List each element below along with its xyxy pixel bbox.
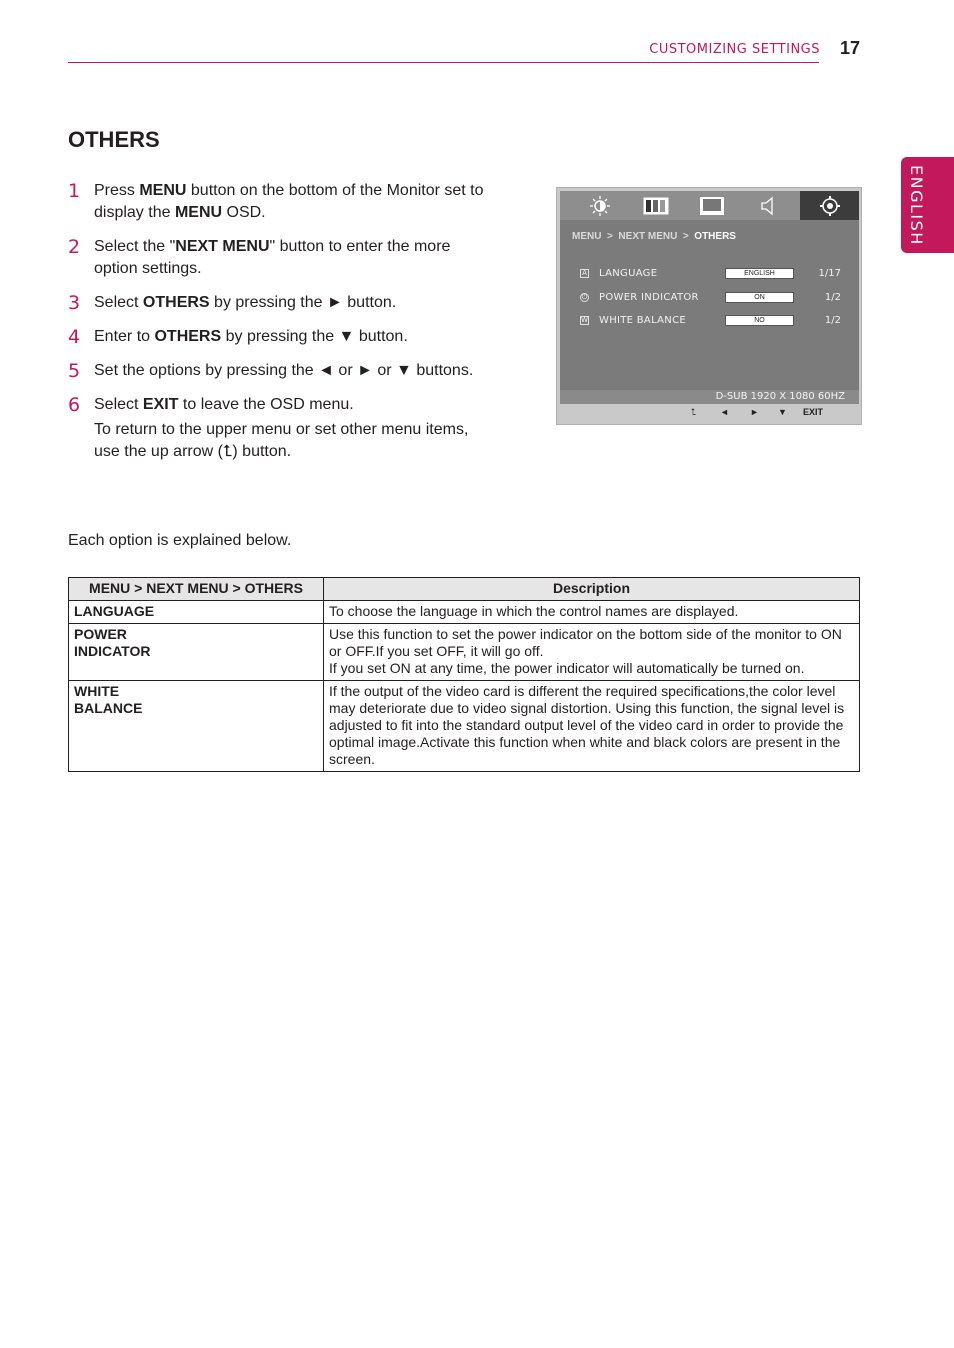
osd-value-box: NO (725, 315, 794, 326)
step-item (68, 326, 498, 348)
table-row (69, 601, 860, 624)
option-description: If the output of the video card is different the required specifications,the color level may deteriorate due to video signal distortion. Using this function, the signal level is adjusted to fit into the standard output level of the video card in order to provide the optimal image.Activate this function when white and black colors are present in the screen. (324, 681, 860, 772)
step-number: 1 (68, 180, 81, 202)
osd-screenshot (556, 187, 862, 425)
picture-icon (628, 191, 684, 220)
down-arrow-icon: ▼ (778, 407, 787, 417)
column-header: Description (324, 578, 860, 601)
language-tab (901, 157, 954, 253)
step-number: 5 (68, 360, 81, 382)
osd-value-box: ON (725, 292, 794, 303)
section-title: OTHERS (68, 127, 160, 152)
right-arrow-icon: ► (750, 407, 759, 417)
osd-value-box: ENGLISH (725, 268, 794, 279)
step-number: 3 (68, 292, 81, 314)
osd-panel (560, 220, 859, 390)
left-arrow-icon: ◄ (720, 407, 729, 417)
option-name: WHITE BALANCE (69, 681, 324, 772)
step-item (68, 292, 498, 314)
intro-text: Each option is explained below. (68, 532, 292, 549)
header-section-title: CUSTOMIZING SETTINGS (649, 42, 820, 57)
osd-breadcrumb: MENU > NEXT MENU > OTHERS (572, 231, 736, 242)
options-table (68, 577, 860, 772)
osd-icon-bar (560, 191, 859, 220)
page-number: 17 (840, 38, 861, 58)
power-icon: ⏻ (581, 293, 588, 301)
speaker-icon (740, 191, 796, 220)
osd-row-white-balance: W WHITE BALANCE NO 1/2 (581, 315, 841, 326)
step-item (68, 180, 498, 224)
step-note: To return to the upper menu or set other menu items, use the up arrow (⮤) button. (94, 421, 469, 460)
step-text: Select OTHERS by pressing the ► button. (94, 294, 397, 311)
option-name: POWER INDICATOR (69, 624, 324, 681)
step-text: Select the "NEXT MENU" button to enter the more option settings. (94, 238, 451, 277)
language-icon: A (580, 269, 589, 278)
step-text: Press MENU button on the bottom of the Monitor set to display the MENU OSD. (94, 182, 484, 221)
table-row (69, 624, 860, 681)
osd-row-language: A LANGUAGE ENGLISH 1/17 (580, 268, 845, 282)
step-number: 4 (68, 326, 81, 348)
language-tab-label: ENGLISH (907, 165, 926, 246)
osd-button-bar (560, 404, 859, 422)
table-row (69, 681, 860, 772)
step-text: Select EXIT to leave the OSD menu. (94, 396, 354, 413)
header-divider (68, 62, 819, 63)
step-number: 6 (68, 394, 81, 416)
option-name: LANGUAGE (69, 601, 324, 624)
screen-icon (684, 191, 740, 220)
osd-status-bar: D-SUB 1920 X 1080 60HZ (560, 390, 859, 404)
osd-row-power-indicator: ⏻ POWER INDICATOR ON 1/2 (581, 292, 841, 303)
exit-label: EXIT (803, 407, 824, 417)
table-header-row (69, 578, 860, 601)
others-gear-icon (800, 191, 859, 220)
step-item (68, 394, 498, 463)
option-description: To choose the language in which the control names are displayed. (324, 601, 860, 624)
brightness-icon (572, 191, 628, 220)
column-header: MENU > NEXT MENU > OTHERS (69, 578, 324, 601)
step-text: Enter to OTHERS by pressing the ▼ button. (94, 328, 408, 345)
white-balance-icon: W (581, 316, 588, 324)
up-arrow-icon: ⮤ (691, 407, 697, 417)
step-list (68, 180, 498, 463)
step-number: 2 (68, 236, 81, 258)
step-item (68, 360, 498, 382)
step-text: Set the options by pressing the ◄ or ► or ▼ buttons. (94, 362, 474, 379)
step-item (68, 236, 498, 280)
option-description: Use this function to set the power indicator on the bottom side of the monitor to ON or OFF.If you set OFF, it will go off. If you set ON at any time, the power indicator will automatically be turned on. (324, 624, 860, 681)
